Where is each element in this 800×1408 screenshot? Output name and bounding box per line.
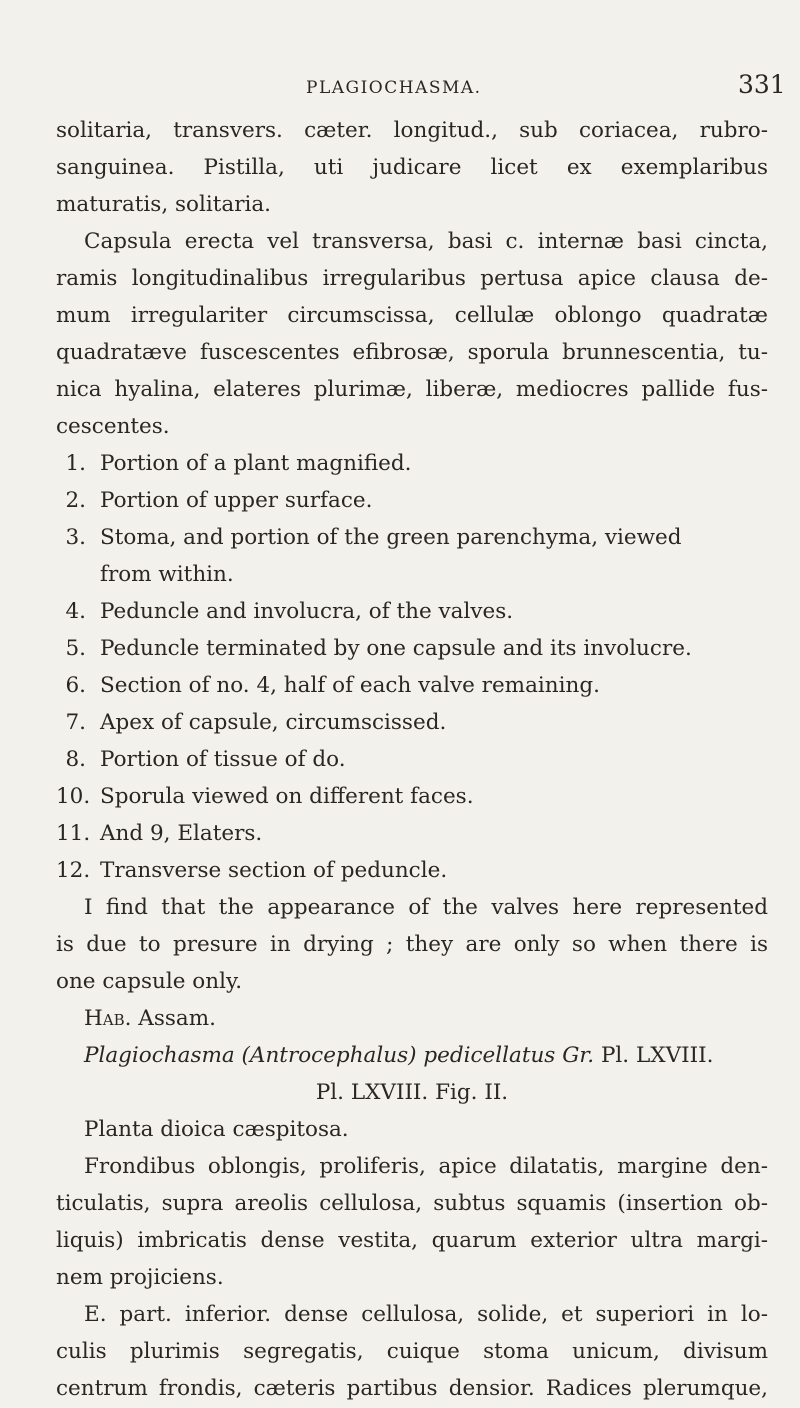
text-line: I find that the appearance of the valves here represented bbox=[84, 895, 768, 920]
figure-caption: Portion of a plant magnified. bbox=[100, 451, 412, 476]
figure-item bbox=[56, 593, 768, 630]
text-line: ramis longitudinalibus irregularibus pertusa apice clausa de- bbox=[56, 266, 768, 291]
figure-item bbox=[56, 630, 768, 667]
text-line: E. part. inferior. dense cellulosa, solide, et superiori in lo- bbox=[84, 1302, 768, 1327]
habitat-label: Hab. bbox=[84, 1006, 132, 1031]
figure-caption-continued: from within. bbox=[100, 562, 234, 587]
text-line: mum irregulariter circumscissa, cellulæ oblongo quadratæ bbox=[56, 303, 768, 328]
text-line: sanguinea. Pistilla, uti judicare licet ex exemplaribus bbox=[56, 155, 768, 180]
species-epithet: pedicellatus bbox=[423, 1043, 556, 1068]
habitat-line bbox=[56, 1000, 768, 1037]
figure-number: 11. bbox=[56, 821, 91, 846]
text-line: solitaria, transvers. cæter. longitud., sub coriacea, rubro- bbox=[56, 118, 768, 143]
figure-caption: Transverse section of peduncle. bbox=[100, 858, 448, 883]
page-body bbox=[56, 112, 768, 1407]
figure-list bbox=[56, 445, 768, 889]
figure-number: 4. bbox=[65, 599, 86, 624]
species-heading bbox=[56, 1037, 768, 1074]
page-header bbox=[0, 70, 800, 108]
figure-item bbox=[56, 815, 768, 852]
figure-number: 7. bbox=[65, 710, 86, 735]
habitat-value: Assam. bbox=[138, 1006, 216, 1031]
text-line: culis plurimis segregatis, cuique stoma unicum, divisum bbox=[56, 1339, 768, 1364]
figure-caption: And 9, Elaters. bbox=[100, 821, 263, 846]
text-line: Frondibus oblongis, proliferis, apice dilatatis, margine den- bbox=[84, 1154, 768, 1179]
page-number: 331 bbox=[738, 70, 786, 99]
text-line: maturatis, solitaria. bbox=[56, 192, 271, 217]
figure-number: 10. bbox=[56, 784, 91, 809]
figure-item bbox=[56, 482, 768, 519]
text-line: Planta dioica cæspitosa. bbox=[84, 1117, 349, 1142]
text-line: cescentes. bbox=[56, 414, 170, 439]
figure-number: 1. bbox=[65, 451, 86, 476]
species-subgenus: (Antrocephalus) bbox=[241, 1043, 417, 1068]
species-author: Gr. bbox=[562, 1043, 595, 1068]
figure-item bbox=[56, 704, 768, 741]
species-genus: Plagiochasma bbox=[84, 1043, 235, 1068]
figure-item bbox=[56, 741, 768, 778]
text-line: centrum frondis, cæteris partibus densior. Radices plerumque, bbox=[56, 1376, 768, 1401]
species-plate-ref: Pl. LXVIII. bbox=[600, 1043, 714, 1068]
figure-caption: Apex of capsule, circumscissed. bbox=[100, 710, 447, 735]
figure-caption: Portion of upper surface. bbox=[100, 488, 373, 513]
plate-caption: Pl. LXVIII. Fig. II. bbox=[315, 1080, 509, 1105]
figure-number: 6. bbox=[65, 673, 86, 698]
text-line: nica hyalina, elateres plurimæ, liberæ, mediocres pallide fus- bbox=[56, 377, 768, 402]
figure-item bbox=[56, 519, 768, 556]
text-line: quadratæve fuscescentes efibrosæ, sporula brunnescentia, tu- bbox=[56, 340, 768, 365]
figure-item bbox=[56, 852, 768, 889]
figure-caption: Sporula viewed on different faces. bbox=[100, 784, 474, 809]
text-line: Capsula erecta vel transversa, basi c. internæ basi cincta, bbox=[84, 229, 768, 254]
text-line: one capsule only. bbox=[56, 969, 243, 994]
figure-item bbox=[56, 778, 768, 815]
figure-item bbox=[56, 667, 768, 704]
figure-number: 5. bbox=[65, 636, 86, 661]
figure-caption: Peduncle terminated by one capsule and its involucre. bbox=[100, 636, 692, 661]
text-line: is due to presure in drying ; they are only so when there is bbox=[56, 932, 768, 957]
figure-number: 8. bbox=[65, 747, 86, 772]
text-line: ticulatis, supra areolis cellulosa, subtus squamis (insertion ob- bbox=[56, 1191, 768, 1216]
figure-number: 12. bbox=[56, 858, 91, 883]
figure-caption: Section of no. 4, half of each valve remaining. bbox=[100, 673, 600, 698]
figure-caption: Peduncle and involucra, of the valves. bbox=[100, 599, 514, 624]
text-line: liquis) imbricatis dense vestita, quarum exterior ultra margi- bbox=[56, 1228, 768, 1253]
figure-caption: Portion of tissue of do. bbox=[100, 747, 346, 772]
figure-number: 3. bbox=[65, 525, 86, 550]
figure-item bbox=[56, 445, 768, 482]
figure-caption: Stoma, and portion of the green parenchyma, viewed bbox=[100, 525, 682, 550]
figure-number: 2. bbox=[65, 488, 86, 513]
running-title: PLAGIOCHASMA. bbox=[306, 78, 482, 98]
text-line: nem projiciens. bbox=[56, 1265, 224, 1290]
